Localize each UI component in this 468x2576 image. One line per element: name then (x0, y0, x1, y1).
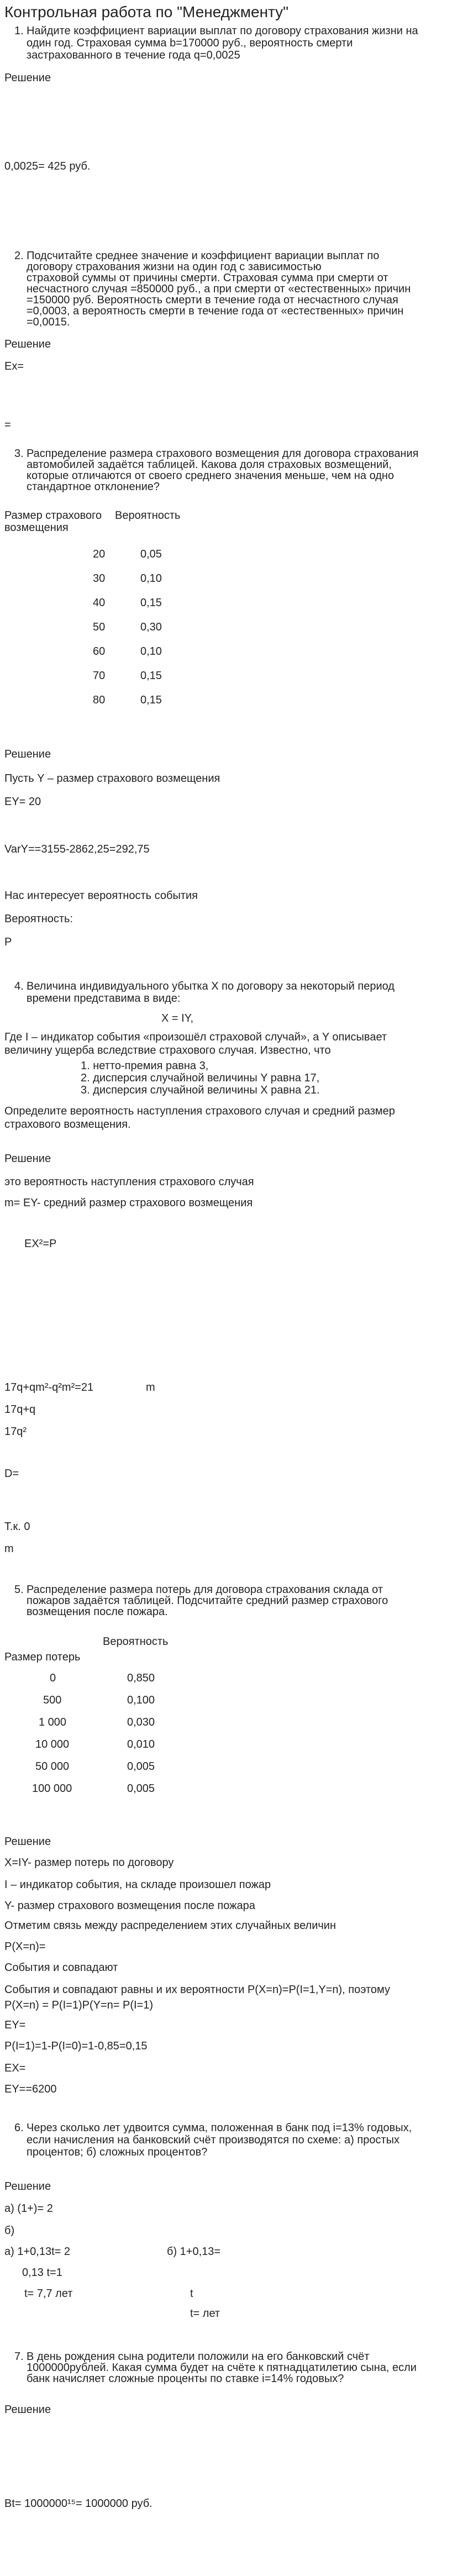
solution-heading: Решение (4, 1153, 51, 1165)
question-text-line: банк начисляет сложные проценты по ставке i=14% годовых? (27, 2373, 344, 2385)
solution-line: EY= 20 (4, 796, 41, 808)
table-cell: 60 (93, 645, 106, 658)
solution-line: 0,13 t=1 (22, 2267, 62, 2279)
solution-line: Отметим связь между распределением этих случайных величин (4, 1920, 336, 1932)
solution-line: Пусть Y – размер страхового возмещения (4, 772, 220, 785)
table-cell: 40 (93, 597, 106, 609)
solution-heading: Решение (4, 2180, 51, 2193)
question-number: 2. (14, 250, 24, 262)
table-cell: 50 000 (35, 1760, 70, 1773)
body-text: величину ущерба вследствие страхового случая. Известно, что (4, 1044, 331, 1056)
solution-line: EX²=P (24, 1238, 57, 1250)
table-cell: 50 (93, 621, 106, 633)
question-number: 3. (14, 448, 24, 460)
solution-line: m= EY- средний размер страхового возмещения (4, 1197, 253, 1209)
question-number: 5. (14, 1584, 24, 1596)
question-text-line: Через сколько лет удвоится сумма, положенная в банк под i=13% годовых, (27, 2122, 412, 2134)
solution-line: Т.к. 0 (4, 1521, 30, 1533)
solution-line: 17q+qm²-q²m²=21 (4, 1381, 94, 1394)
solution-line: б) (4, 2225, 15, 2237)
table-cell: 0,850 (127, 1672, 155, 1684)
question-number: 7. (14, 2351, 24, 2363)
solution-line: а) (1+)= 2 (4, 2202, 53, 2215)
question-text-line: если начисления на банковский счёт производятся по схеме: а) простых (27, 2134, 399, 2146)
table-cell: 0,05 (140, 548, 162, 560)
question-text-line: Распределение размера потерь для договора страхования склада от (27, 1584, 383, 1596)
solution-line: t= лет (190, 2307, 220, 2320)
solution-line: P(I=1)=1-P(I=0)=1-0,85=0,15 (4, 2040, 148, 2052)
question-text-line: Распределение размера страхового возмещения для договора страхования (27, 448, 419, 460)
question-text-line: Величина индивидуального убытка X по договору за некоторый период (27, 980, 395, 992)
table-cell: 0 (50, 1672, 56, 1684)
question-text-line: один год. Страховая сумма b=170000 руб., вероятность смерти (27, 37, 353, 49)
solution-line: б) 1+0,13= (167, 2246, 221, 2258)
table-cell: 100 000 (32, 1783, 72, 1795)
question-text-line: стандартное отклонение? (27, 481, 160, 493)
solution-line: t= 7,7 лет (24, 2288, 73, 2300)
question-text-line: Подсчитайте среднее значение и коэффициент вариации выплат по (27, 250, 380, 262)
solution-line: События и совпадают равны и их вероятности P(X=n)=P(I=1,Y=n), поэтому (4, 1984, 391, 1996)
solution-heading: Решение (4, 748, 51, 760)
question-text-line: процентов; б) сложных процентов? (27, 2146, 208, 2158)
table-header: Размер страхового (4, 509, 102, 522)
solution-line: Вероятность: (4, 913, 73, 925)
solution-line: EY= (4, 2019, 26, 2031)
question-text-line: договору страхования жизни на один год с зависимостью (27, 261, 322, 273)
question-text-line: В день рождения сына родители положили на его банковский счёт (27, 2351, 370, 2363)
question-text-line: автомобилей задаётся таблицей. Какова доля страховых возмещений, (27, 459, 392, 471)
body-text: страхового возмещения. (4, 1118, 131, 1131)
question-text-line: застрахованного в течение года q=0,0025 (27, 49, 240, 61)
solution-line: m (146, 1381, 155, 1394)
solution-line: m (4, 1543, 14, 1555)
solution-line: Нас интересует вероятность события (4, 890, 198, 902)
table-cell: 0,005 (127, 1760, 155, 1773)
solution-line: P(X=n)= (4, 1941, 46, 1953)
table-cell: 0,30 (140, 621, 162, 633)
table-cell: 10 000 (35, 1738, 70, 1750)
table-cell: 30 (93, 572, 106, 585)
table-cell: 0,10 (140, 645, 162, 658)
page-title: Контрольная работа по "Менеджменту" (4, 3, 289, 20)
solution-line: а) 1+0,13t= 2 (4, 2246, 70, 2258)
solution-line: X=IY- размер потерь по договору (4, 1857, 174, 1869)
question-text-line: несчастного случая =850000 руб., а при смерти от «естественных» причин (27, 283, 411, 295)
solution-line: EX= (4, 2062, 26, 2074)
question-text-line: возмещения после пожара. (27, 1606, 168, 1618)
table-cell: 0,030 (127, 1716, 155, 1728)
question-text-line: =150000 руб. Вероятность смерти в течение года от несчастного случая (27, 294, 398, 306)
table-cell: 80 (93, 694, 106, 706)
table-cell: 0,10 (140, 572, 162, 585)
table-header: Вероятность (115, 509, 181, 522)
solution-line: P(X=n) = P(I=1)P(Y=n= P(I=1) (4, 1999, 154, 2011)
question-text-line: страховой суммы от причины смерти. Страховая сумма при смерти от (27, 272, 388, 284)
question-text-line: Найдите коэффициент вариации выплат по договору страхования жизни на (27, 25, 418, 37)
solution-line: это вероятность наступления страхового случая (4, 1176, 254, 1188)
question-text-line: времени представима в виде: (27, 992, 181, 1005)
table-cell: 0,15 (140, 670, 162, 682)
body-text: Определите вероятность наступления страхового случая и средний размер (4, 1105, 395, 1117)
solution-heading: Решение (4, 72, 51, 84)
question-text-line: =0,0015. (27, 316, 70, 328)
question-number: 6. (14, 2122, 24, 2134)
solution-line: D= (4, 1468, 19, 1480)
question-number: 4. (14, 980, 24, 992)
list-item: 1. нетто-премия равна 3, (81, 1060, 209, 1072)
table-cell: 0,15 (140, 597, 162, 609)
table-header: Вероятность (103, 1636, 169, 1648)
solution-line: 17q+q (4, 1403, 36, 1416)
question-text-line: 1000000рублей. Какая сумма будет на счёте к пятнадцатилетию сына, если (27, 2362, 417, 2374)
question-number: 1. (14, 25, 24, 37)
formula: X = IY, (161, 1012, 194, 1024)
formula-line: Ex= (4, 360, 24, 372)
table-cell: 0,010 (127, 1738, 155, 1750)
body-text: Где I – индикатор события «произошёл страховой случай», а Y описывает (4, 1031, 387, 1043)
solution-heading: Решение (4, 2404, 51, 2416)
solution-line: События и совпадают (4, 1962, 118, 1974)
solution-line: VarY==3155-2862,25=292,75 (4, 843, 150, 855)
answer-text: Bt= 1000000¹⁵= 1000000 руб. (4, 2498, 153, 2510)
solution-line: 17q² (4, 1426, 27, 1438)
solution-line: EY==6200 (4, 2083, 57, 2095)
solution-line: P (4, 936, 12, 948)
table-cell: 1 000 (39, 1716, 67, 1728)
table-cell: 0,100 (127, 1694, 155, 1706)
table-header: Размер потерь (4, 1651, 81, 1663)
table-cell: 0,005 (127, 1783, 155, 1795)
formula-line: = (4, 419, 11, 431)
question-text-line: =0,0003, а вероятность смерти в течение года от «естественных» причин (27, 305, 404, 317)
list-item: 2. дисперсия случайной величины Y равна 17, (81, 1072, 320, 1084)
table-cell: 70 (93, 670, 106, 682)
solution-line: Y- размер страхового возмещения после пожара (4, 1900, 255, 1912)
table-header: возмещения (4, 522, 69, 534)
answer-text: 0,0025= 425 руб. (4, 160, 91, 172)
table-cell: 500 (43, 1694, 62, 1706)
solution-heading: Решение (4, 338, 51, 350)
solution-heading: Решение (4, 1836, 51, 1848)
list-item: 3. дисперсия случайной величины X равна 21. (81, 1084, 320, 1096)
solution-line: t (190, 2288, 193, 2300)
question-text-line: пожаров задаётся таблицей. Подсчитайте средний размер страхового (27, 1595, 388, 1607)
table-cell: 20 (93, 548, 106, 560)
table-cell: 0,15 (140, 694, 162, 706)
question-text-line: которые отличаются от своего среднего значения меньше, чем на одно (27, 470, 395, 482)
solution-line: I – индикатор события, на складе произошел пожар (4, 1879, 271, 1891)
